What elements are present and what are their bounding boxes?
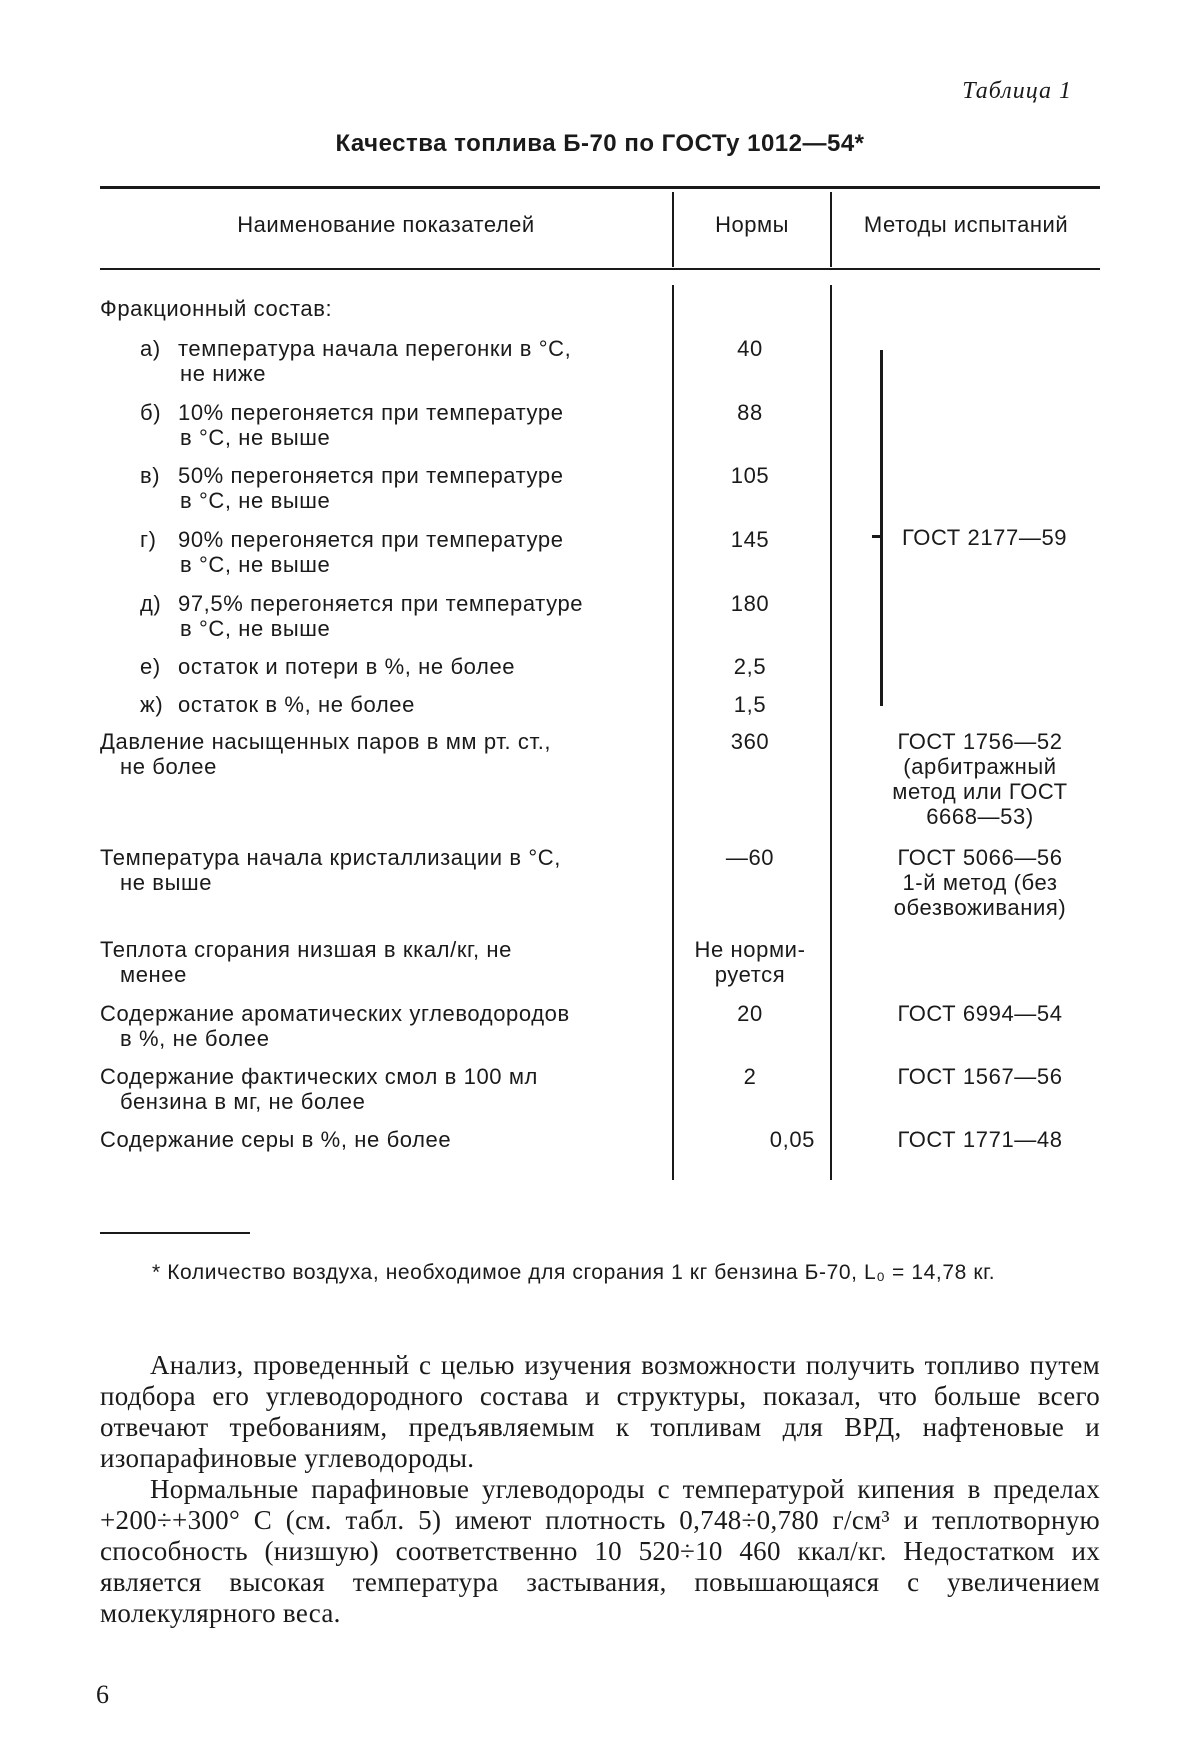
item-marker: г) bbox=[140, 527, 157, 552]
fraction-item-f bbox=[140, 654, 665, 679]
row-aromatics-norm: 20 bbox=[737, 1001, 763, 1026]
row-crystallization bbox=[100, 845, 665, 895]
item-text-cont: в °С, не выше bbox=[180, 425, 331, 450]
footnote bbox=[100, 1260, 1100, 1285]
method-line: ГОСТ 5066—56 bbox=[897, 845, 1063, 870]
table-title: Качества топлива Б-70 по ГОСТу 1012—54* bbox=[335, 130, 865, 157]
fraction-method: ГОСТ 2177—59 bbox=[902, 525, 1068, 550]
item-marker: д) bbox=[140, 591, 162, 616]
row-text-cont: не выше bbox=[120, 870, 213, 895]
item-marker: ж) bbox=[140, 692, 164, 717]
item-text-cont: в °С, не выше bbox=[180, 552, 331, 577]
method-line: (арбитражный bbox=[903, 754, 1057, 779]
table-label: Таблица 1 bbox=[962, 78, 1072, 104]
footnote-divider bbox=[100, 1232, 250, 1234]
row-vapor-pressure-method bbox=[840, 729, 1120, 829]
fraction-item-b bbox=[140, 400, 665, 450]
row-text-cont: бензина в мг, не более bbox=[120, 1089, 366, 1114]
item-marker: а) bbox=[140, 336, 161, 361]
item-text-cont: в °С, не выше bbox=[180, 488, 331, 513]
row-text: Температура начала кристаллизации в °С, bbox=[100, 845, 561, 870]
fraction-norm-b: 88 bbox=[737, 400, 763, 425]
fraction-item-g bbox=[140, 692, 665, 717]
header-norm: Нормы bbox=[715, 212, 789, 237]
method-line: ГОСТ 1756—52 bbox=[897, 729, 1063, 754]
item-text: 90% перегоняется при температуре bbox=[178, 527, 564, 552]
row-resins-method: ГОСТ 1567—56 bbox=[897, 1064, 1063, 1089]
fraction-norm-d: 145 bbox=[730, 527, 770, 552]
row-resins bbox=[100, 1064, 665, 1114]
row-heat bbox=[100, 937, 665, 987]
item-text-cont: не ниже bbox=[180, 361, 267, 386]
row-text: Содержание серы в %, не более bbox=[100, 1127, 452, 1152]
fraction-norm-g: 1,5 bbox=[733, 692, 767, 717]
row-text: Теплота сгорания низшая в ккал/кг, не bbox=[100, 937, 513, 962]
fraction-norm-e: 180 bbox=[730, 591, 770, 616]
row-text-cont: в %, не более bbox=[120, 1026, 270, 1051]
row-resins-norm: 2 bbox=[743, 1064, 757, 1089]
table-top-rule bbox=[100, 186, 1100, 189]
row-text: Содержание ароматических углеводородов bbox=[100, 1001, 570, 1026]
item-marker: е) bbox=[140, 654, 161, 679]
item-text: температура начала перегонки в °С, bbox=[178, 336, 572, 361]
row-text-cont: не более bbox=[120, 754, 217, 779]
item-text: 10% перегоняется при температуре bbox=[178, 400, 564, 425]
fraction-item-d bbox=[140, 527, 665, 577]
fraction-title: Фракционный состав: bbox=[100, 296, 333, 321]
method-line: обезвоживания) bbox=[893, 895, 1067, 920]
item-text: 50% перегоняется при температуре bbox=[178, 463, 564, 488]
item-text: остаток и потери в %, не более bbox=[178, 654, 516, 679]
row-text: Давление насыщенных паров в мм рт. ст., bbox=[100, 729, 552, 754]
brace-tip-icon bbox=[872, 535, 882, 538]
footnote-text: * Количество воздуха, необходимое для сгорания 1 кг бензина Б-70, L₀ = 14,78 кг. bbox=[152, 1261, 996, 1284]
item-text: остаток в %, не более bbox=[178, 692, 415, 717]
header-name: Наименование показателей bbox=[237, 212, 535, 237]
header-method: Методы испытаний bbox=[863, 212, 1069, 237]
column-divider-2-body bbox=[830, 285, 832, 1180]
fraction-item-a bbox=[140, 336, 665, 386]
item-text: 97,5% перегоняется при температуре bbox=[178, 591, 584, 616]
method-line: 1-й метод (без bbox=[902, 870, 1058, 895]
row-sulfur-method: ГОСТ 1771—48 bbox=[897, 1127, 1063, 1152]
table-header-rule bbox=[100, 268, 1100, 270]
fraction-item-c bbox=[140, 463, 665, 513]
row-crystallization-method bbox=[840, 845, 1120, 920]
row-aromatics bbox=[100, 1001, 665, 1051]
page-number: 6 bbox=[96, 1680, 109, 1709]
paragraph: Анализ, проведенный с целью изучения возможности получить топливо путем подбора его углеводородного состава и структуры, показал, что больше всего отвечают требованиям, предъявляемым к топливам для ВРД, нафтеновые и изопарафиновые углеводороды. bbox=[100, 1350, 1100, 1473]
row-heat-norm: Не норми- руется bbox=[694, 937, 806, 987]
fraction-norm-f: 2,5 bbox=[733, 654, 767, 679]
fraction-norm-a: 40 bbox=[737, 336, 763, 361]
brace-icon bbox=[880, 350, 893, 706]
item-text-cont: в °С, не выше bbox=[180, 616, 331, 641]
method-line: метод или ГОСТ bbox=[892, 779, 1068, 804]
column-divider-1-body bbox=[672, 285, 674, 1180]
method-line: 6668—53) bbox=[926, 804, 1034, 829]
paragraph: Нормальные парафиновые углеводороды с температурой кипения в пределах +200÷+300° С (см. табл. 5) имеют плотность 0,748÷0,780 г/см³ и теплотворную способность (низшую) соответственно 10 520÷10 460 ккал/кг. Недостатком их является высокая температура застывания, повышающаяся с увеличением молекулярного веса. bbox=[100, 1474, 1100, 1628]
row-aromatics-method: ГОСТ 6994—54 bbox=[897, 1001, 1063, 1026]
fraction-norm-c: 105 bbox=[730, 463, 770, 488]
row-vapor-pressure bbox=[100, 729, 665, 779]
row-vapor-pressure-norm: 360 bbox=[730, 729, 770, 754]
row-text-cont: менее bbox=[120, 962, 187, 987]
item-marker: в) bbox=[140, 463, 161, 488]
item-marker: б) bbox=[140, 400, 162, 425]
row-crystallization-norm: —60 bbox=[725, 845, 775, 870]
body-text bbox=[100, 1350, 1100, 1629]
row-sulfur bbox=[100, 1127, 665, 1152]
row-text: Содержание фактических смол в 100 мл bbox=[100, 1064, 538, 1089]
row-sulfur-norm: 0,05 bbox=[769, 1127, 815, 1152]
fraction-item-e bbox=[140, 591, 665, 641]
